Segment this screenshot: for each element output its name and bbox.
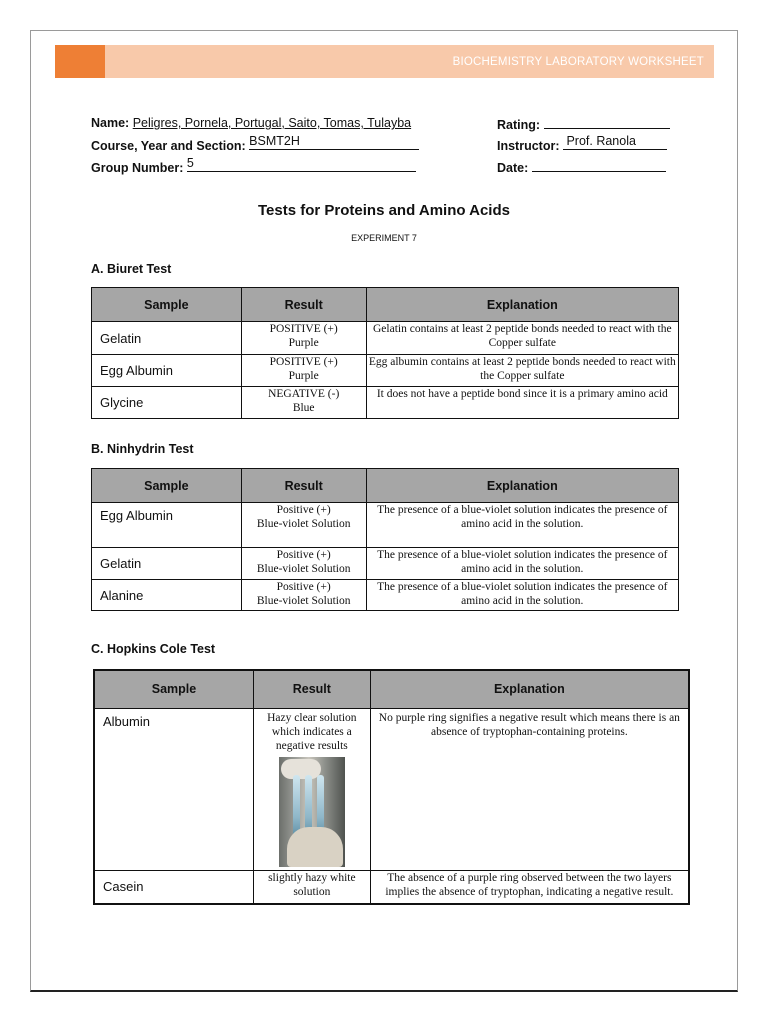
hopkins-col-explanation: Explanation	[370, 670, 689, 708]
date-label: Date:	[497, 161, 529, 175]
test-tube-photo	[279, 757, 345, 867]
sample-cell: Alanine	[92, 580, 242, 611]
ninhydrin-heading: B. Ninhydrin Test	[91, 442, 194, 456]
explanation-cell: It does not have a peptide bond since it is a primary amino acid	[366, 387, 678, 419]
explanation-cell: The absence of a purple ring observed between the two layers implies the absence of tryptophan, indicating a negative result.	[370, 870, 689, 904]
rating-line	[544, 116, 670, 129]
explanation-cell: The presence of a blue-violet solution indicates the presence of amino acid in the solution.	[366, 503, 678, 548]
explanation-cell: The presence of a blue-violet solution indicates the presence of amino acid in the solution.	[366, 548, 678, 580]
ninhydrin-header-row	[92, 469, 679, 503]
header-banner-text: BIOCHEMISTRY LABORATORY WORKSHEET	[452, 55, 704, 68]
hopkins-header-row	[94, 670, 689, 708]
ninhydrin-table	[91, 468, 679, 611]
explanation-cell: Gelatin contains at least 2 peptide bonds needed to react with the Copper sulfate	[366, 322, 678, 355]
name-value: Peligres, Pornela, Portugal, Saito, Tomas, Tulayba	[132, 116, 412, 130]
group-line	[186, 156, 416, 172]
sample-cell: Glycine	[92, 387, 242, 419]
hopkins-heading: C. Hopkins Cole Test	[91, 642, 216, 656]
instructor-line	[562, 134, 667, 150]
course-row	[91, 134, 419, 153]
table-row	[92, 580, 679, 611]
table-row	[92, 355, 679, 387]
sample-cell: Casein	[94, 870, 253, 904]
sample-cell: Gelatin	[92, 548, 242, 580]
biuret-col-explanation: Explanation	[366, 288, 678, 322]
sample-cell: Egg Albumin	[92, 503, 242, 548]
result-text: Hazy clear solution which indicates a negative results	[267, 711, 357, 752]
biuret-header-row	[92, 288, 679, 322]
name-row	[91, 116, 411, 130]
explanation-cell: No purple ring signifies a negative result which means there is an absence of tryptophan-containing proteins.	[370, 708, 689, 870]
sample-cell: Gelatin	[92, 322, 242, 355]
group-value: 5	[186, 156, 194, 170]
biuret-heading: A. Biuret Test	[91, 262, 172, 276]
biuret-col-result: Result	[241, 288, 366, 322]
table-row	[92, 548, 679, 580]
instructor-row	[497, 134, 667, 153]
table-row	[92, 387, 679, 419]
result-cell: Positive (+) Blue-violet Solution	[241, 580, 366, 611]
instructor-value: Prof. Ranola	[562, 134, 636, 148]
rating-label: Rating:	[497, 118, 541, 132]
explanation-cell: The presence of a blue-violet solution indicates the presence of amino acid in the solution.	[366, 580, 678, 611]
course-line	[249, 134, 419, 150]
page-subtitle: EXPERIMENT 7	[351, 233, 417, 243]
sample-cell: Egg Albumin	[92, 355, 242, 387]
hopkins-col-result: Result	[253, 670, 370, 708]
hopkins-col-sample: Sample	[94, 670, 253, 708]
result-cell: POSITIVE (+) Purple	[241, 322, 366, 355]
result-cell: POSITIVE (+) Purple	[241, 355, 366, 387]
result-cell: Positive (+) Blue-violet Solution	[241, 503, 366, 548]
explanation-cell: Egg albumin contains at least 2 peptide bonds needed to react with the Copper sulfate	[366, 355, 678, 387]
group-label: Group Number:	[91, 161, 184, 175]
course-value: BSMT2H	[249, 134, 300, 148]
date-row	[497, 159, 666, 175]
hand-shape	[287, 827, 343, 867]
result-cell: slightly hazy white solution	[253, 870, 370, 904]
hopkins-table	[93, 669, 690, 905]
biuret-col-sample: Sample	[92, 288, 242, 322]
rating-row	[497, 116, 670, 132]
instructor-label: Instructor:	[497, 139, 560, 153]
ninhydrin-col-result: Result	[241, 469, 366, 503]
date-line	[532, 159, 666, 172]
header-accent-block	[55, 45, 105, 78]
result-cell: NEGATIVE (-) Blue	[241, 387, 366, 419]
name-label: Name:	[91, 116, 130, 130]
biuret-table	[91, 287, 679, 419]
glove-shape	[281, 759, 321, 779]
result-cell: Positive (+) Blue-violet Solution	[241, 548, 366, 580]
table-row	[94, 870, 689, 904]
result-cell	[253, 708, 370, 870]
page-title: Tests for Proteins and Amino Acids	[258, 202, 510, 219]
table-row	[94, 708, 689, 870]
ninhydrin-col-sample: Sample	[92, 469, 242, 503]
ninhydrin-col-explanation: Explanation	[366, 469, 678, 503]
table-row	[92, 322, 679, 355]
table-row	[92, 503, 679, 548]
header-banner	[105, 45, 714, 78]
group-row	[91, 156, 416, 175]
sample-cell: Albumin	[94, 708, 253, 870]
course-label: Course, Year and Section:	[91, 139, 246, 153]
